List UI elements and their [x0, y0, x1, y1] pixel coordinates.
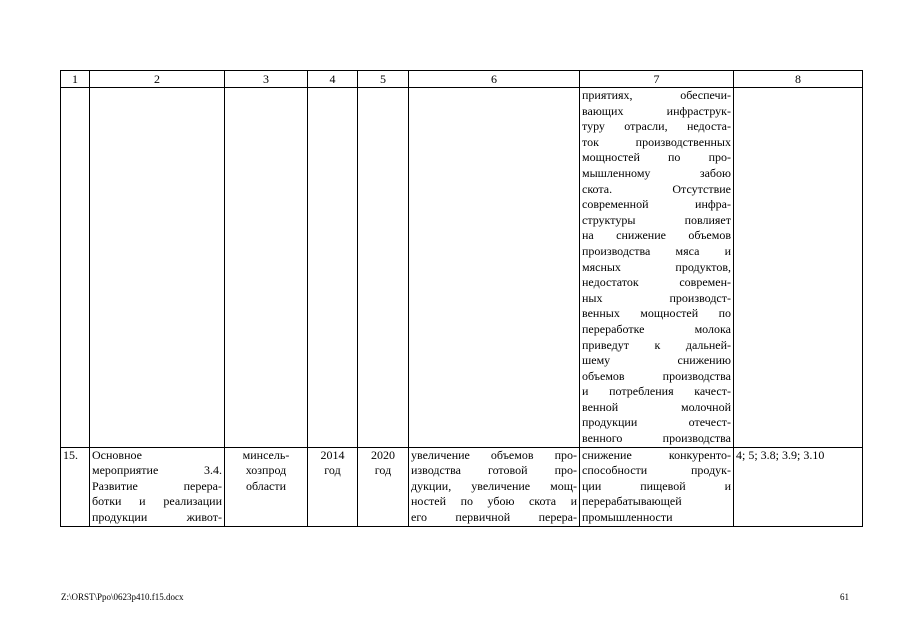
text-line: скота. Отсутствие: [582, 181, 731, 196]
end-year-cell: [358, 447, 409, 526]
header-cell-8: 8: [734, 71, 863, 88]
text-line: туру отрасли, недоста-: [582, 119, 731, 134]
text-line: приятиях, обеспечи-: [582, 88, 731, 102]
header-cell-3: 3: [225, 71, 308, 88]
text-line: продукции отечест-: [582, 415, 731, 430]
text-line: мышленному забою: [582, 165, 731, 180]
table-row-15: [61, 447, 863, 526]
text-line: ции пищевой и: [582, 478, 731, 493]
cell-empty: [61, 88, 90, 448]
text-line: объемов производства: [582, 368, 731, 383]
text-line: мощностей по про-: [582, 150, 731, 165]
header-cell-1: 1: [61, 71, 90, 88]
text-line: способности продук-: [582, 463, 731, 478]
measure-name-cell: [90, 447, 225, 526]
text-line: ток производственных: [582, 134, 731, 149]
document-table: [60, 70, 863, 527]
text-line: увеличение объемов про-: [411, 447, 577, 462]
continuation-text-cell: [580, 88, 734, 448]
text-line: его первичной перера-: [411, 510, 577, 525]
table-header-row: [61, 71, 863, 88]
text-line: шему снижению: [582, 353, 731, 368]
text-line: Основное: [92, 447, 142, 462]
text-line: мероприятие 3.4.: [92, 463, 222, 478]
text-line: Развитие перера-: [92, 478, 222, 493]
header-cell-2: 2: [90, 71, 225, 88]
row-number: 15.: [61, 447, 90, 526]
expected-result-cell: [409, 447, 580, 526]
text-line: переработке молока: [582, 321, 731, 336]
executor-cell: [225, 447, 308, 526]
text-line: хозпрод: [245, 463, 287, 478]
text-line: изводства готовой про-: [411, 463, 577, 478]
text-line: ных производст-: [582, 290, 731, 305]
cell-empty: [409, 88, 580, 448]
cell-empty: [734, 88, 863, 448]
text-line: 2020: [371, 447, 395, 462]
text-line: год: [374, 463, 392, 478]
text-line: приведут к дальней-: [582, 337, 731, 352]
text-line: перерабатывающей: [582, 494, 682, 509]
footer-file-path: Z:\ORST\Ppo\0623p410.f15.docx: [61, 592, 184, 602]
header-cell-4: 4: [308, 71, 358, 88]
cell-empty: [308, 88, 358, 448]
cell-empty: [225, 88, 308, 448]
text-line: ботки и реализации: [92, 494, 222, 509]
cell-empty: [90, 88, 225, 448]
text-line: производства мяса и: [582, 243, 731, 258]
text-line: венной молочной: [582, 399, 731, 414]
text-line: минсель-: [242, 447, 290, 462]
text-line: недостаток современ-: [582, 275, 731, 290]
consequences-cell: [580, 447, 734, 526]
text-line: современной инфра-: [582, 197, 731, 212]
text-line: год: [324, 463, 341, 478]
text-line: вающих инфраструк-: [582, 103, 731, 118]
text-line: дукции, увеличение мощ-: [411, 478, 577, 493]
start-year-cell: [308, 447, 358, 526]
text-line: ностей по убою скота и: [411, 494, 577, 509]
text-line: области: [245, 478, 287, 493]
header-cell-7: 7: [580, 71, 734, 88]
text-line: структуры повлияет: [582, 212, 731, 227]
table-row-continuation: [61, 88, 863, 448]
text-line: на снижение объемов: [582, 228, 731, 243]
text-line: мясных продуктов,: [582, 259, 731, 274]
footer-page-number: 61: [840, 592, 849, 602]
text-line: венных мощностей по: [582, 306, 731, 321]
header-cell-5: 5: [358, 71, 409, 88]
text-line: продукции живот-: [92, 510, 222, 525]
cell-empty: [358, 88, 409, 448]
text-line: венного производства: [582, 431, 731, 446]
text-line: и потребления качест-: [582, 384, 731, 399]
text-line: снижение конкуренто-: [582, 447, 731, 462]
text-line: 2014: [320, 447, 345, 462]
header-cell-6: 6: [409, 71, 580, 88]
indicators-cell: 4; 5; 3.8; 3.9; 3.10: [734, 447, 863, 526]
text-line: промышленности: [582, 510, 673, 525]
